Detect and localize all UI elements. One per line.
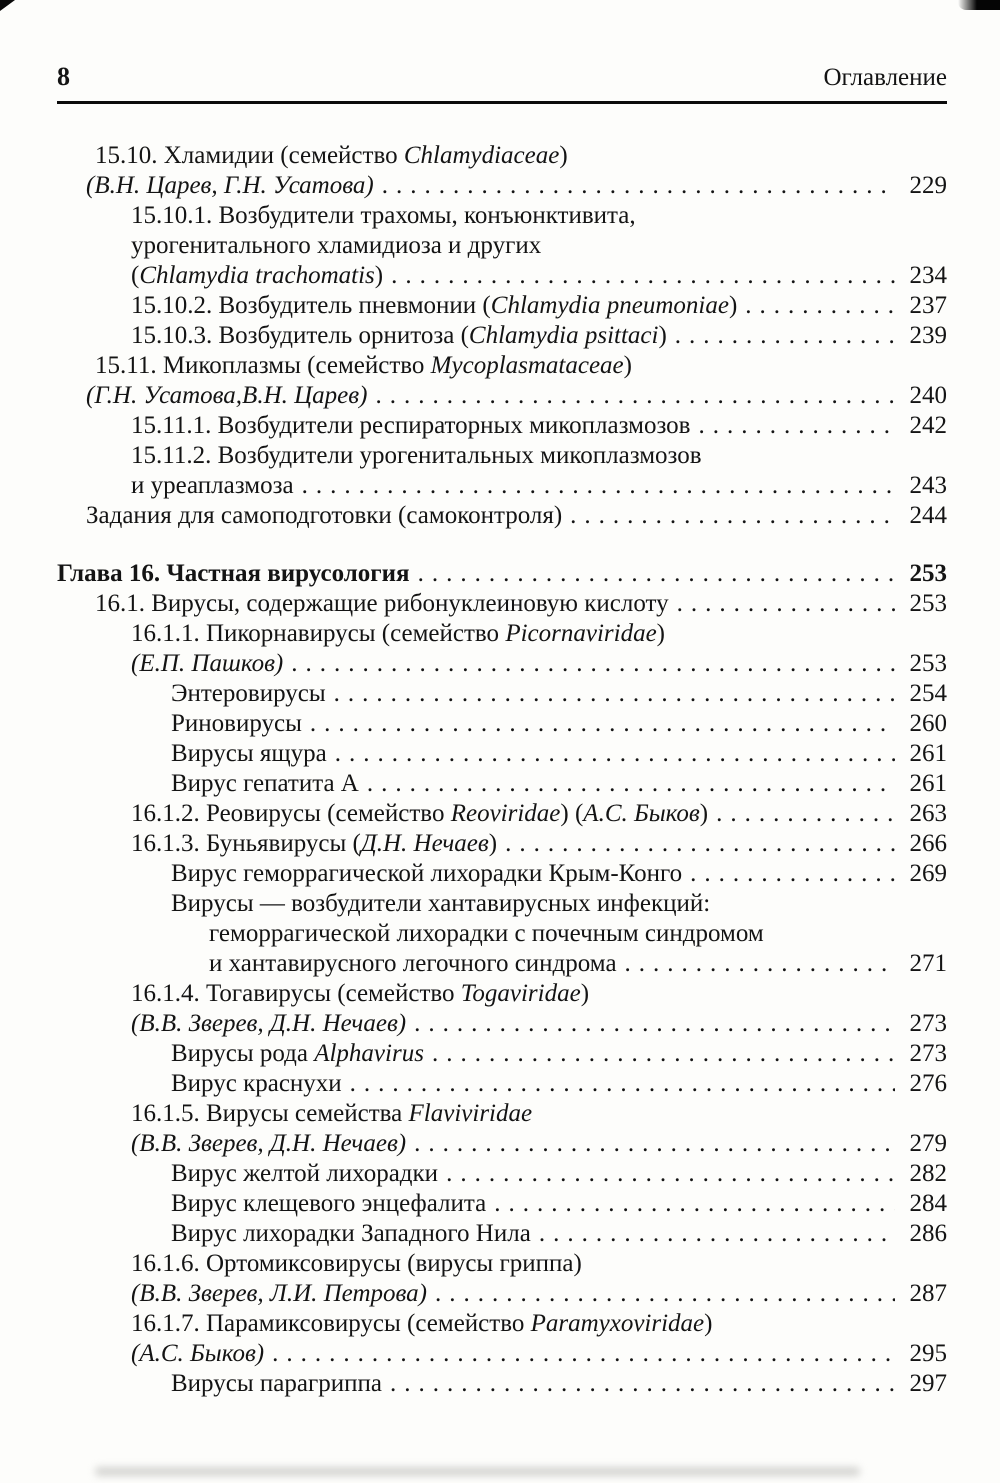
toc-entry-segment: ) <box>488 830 498 857</box>
dot-leader <box>675 321 895 351</box>
toc-entry-text <box>171 709 302 739</box>
toc-entry-italic-segment: (Е.П. Пашков) <box>131 650 284 677</box>
toc-entry-italic-segment: Flaviviridae <box>408 1100 533 1127</box>
toc-page-number: 253 <box>909 560 947 587</box>
toc-entry-text <box>171 1069 342 1099</box>
toc-line <box>57 889 947 919</box>
dot-leader <box>677 589 895 619</box>
toc-page-number: 266 <box>909 830 947 857</box>
toc-entry-text <box>171 1189 486 1219</box>
toc-entry-text <box>95 589 669 619</box>
toc-entry-text <box>171 889 710 919</box>
toc-entry-text <box>131 1009 406 1039</box>
toc-line <box>57 979 947 1009</box>
toc-entry-text <box>57 559 410 589</box>
toc-entry-segment: и уреаплазмоза <box>131 472 294 499</box>
toc-page-number: 254 <box>909 680 947 707</box>
toc-entry-text <box>171 679 326 709</box>
toc-entry-italic-segment: (А.С. Быков) <box>131 1340 265 1367</box>
toc-entry-segment: ) <box>580 980 590 1007</box>
toc-entry-segment: 15.10. Хламидии (семейство <box>95 142 404 169</box>
toc-entry-segment: Вирусы — возбудители хантавирусных инфекций: <box>171 890 711 917</box>
toc-entry-segment: 15.11.1. Возбудители респираторных микоплазмозов <box>131 412 691 439</box>
toc-entry-text <box>131 411 691 441</box>
toc-entry-italic-segment: Chlamydia pneumoniae <box>490 292 729 319</box>
toc-entry-segment: ( <box>131 262 140 289</box>
toc-line <box>57 1219 947 1249</box>
toc-entry-segment: Вирус гепатита А <box>171 770 359 797</box>
toc-entry-segment: ) <box>728 292 738 319</box>
toc-entry-text <box>131 291 737 321</box>
toc-entry-text <box>131 1129 406 1159</box>
dot-leader <box>414 1009 895 1039</box>
toc-line <box>57 1159 947 1189</box>
toc-line <box>57 471 947 501</box>
toc-page-number: 282 <box>909 1160 947 1187</box>
dot-leader <box>539 1219 895 1249</box>
toc-entry-segment: ) <box>704 1310 713 1337</box>
toc-entry-italic-segment: Togaviridae <box>460 980 581 1007</box>
toc-entry-italic-segment: (В.В. Зверев, Д.Н. Нечаев) <box>131 1130 407 1157</box>
toc-line <box>57 1039 947 1069</box>
toc-entry-italic-segment: Picornaviridae <box>505 620 657 647</box>
toc-list <box>57 141 947 1399</box>
toc-entry-segment: Вирус клещевого энцефалита <box>171 1190 487 1217</box>
toc-entry-italic-segment: Chlamydiaceae <box>403 142 560 169</box>
toc-page-number: 253 <box>909 650 947 677</box>
toc-entry-segment: ) <box>658 322 667 349</box>
toc-entry-segment: и хантавирусного легочного синдрома <box>209 950 617 977</box>
toc-entry-italic-segment: Chlamydia trachomatis <box>139 262 375 289</box>
dot-leader <box>302 471 895 501</box>
toc-line <box>57 141 947 171</box>
toc-line <box>57 1309 947 1339</box>
toc-line <box>57 1099 947 1129</box>
toc-line <box>57 171 947 201</box>
toc-entry-text <box>131 321 667 351</box>
toc-entry-italic-segment: Mycoplasmataceae <box>430 352 624 379</box>
toc-line <box>57 411 947 441</box>
toc-entry-italic-segment: (Г.Н. Усатова,В.Н. Царев) <box>86 382 368 409</box>
toc-entry-italic-segment: А.С. Быков <box>583 800 700 827</box>
toc-page-number: 263 <box>909 800 947 827</box>
toc-line <box>57 321 947 351</box>
toc-entry-text <box>209 949 617 979</box>
dot-leader <box>335 739 895 769</box>
toc-entry-segment: 15.10.3. Возбудитель орнитоза ( <box>131 322 469 349</box>
toc-line <box>57 559 947 589</box>
toc-entry-italic-segment: Paramyxoviridae <box>530 1310 705 1337</box>
toc-entry-segment: 15.11. Микоплазмы (семейство <box>95 352 431 379</box>
toc-page-number: 279 <box>909 1130 947 1157</box>
toc-entry-segment: Вирусы парагриппа <box>171 1370 382 1397</box>
dot-leader <box>690 859 895 889</box>
dot-leader <box>390 1369 895 1399</box>
toc-entry-italic-segment: Reoviridae <box>450 800 561 827</box>
scan-artifact-top-left <box>0 0 15 11</box>
toc-line <box>57 589 947 619</box>
toc-entry-italic-segment: (В.Н. Царев, Г.Н. Усатова) <box>86 172 374 199</box>
toc-entry-text <box>86 171 374 201</box>
toc-entry-text <box>131 1249 582 1279</box>
toc-entry-segment: ) <box>699 800 709 827</box>
toc-line <box>57 291 947 321</box>
toc-line <box>57 231 947 261</box>
toc-page-number: 295 <box>909 1340 947 1367</box>
toc-line <box>57 649 947 679</box>
toc-page-number: 229 <box>909 172 947 199</box>
toc-entry-segment: 16.1. Вирусы, содержащие рибонуклеиновую кислоту <box>95 590 669 617</box>
toc-page-number: 239 <box>909 322 947 349</box>
running-title: Оглавление <box>823 64 947 91</box>
toc-line <box>57 799 947 829</box>
dot-leader <box>505 829 895 859</box>
dot-leader <box>310 709 895 739</box>
toc-line <box>57 1009 947 1039</box>
toc-entry-segment: урогенитального хламидиоза и других <box>131 232 542 259</box>
toc-line <box>57 1369 947 1399</box>
dot-leader <box>350 1069 895 1099</box>
toc-page-number: 242 <box>909 412 947 439</box>
toc-entry-italic-segment: Chlamydia psittaci <box>468 322 659 349</box>
toc-entry-segment: Риновирусы <box>171 710 302 737</box>
toc-entry-text <box>131 649 283 679</box>
dot-leader <box>745 291 895 321</box>
toc-entry-segment: ) <box>374 262 384 289</box>
toc-entry-segment: 16.1.5. Вирусы семейства <box>131 1100 409 1127</box>
toc-page-number: 286 <box>909 1220 947 1247</box>
dot-leader <box>699 411 896 441</box>
toc-entry-italic-segment: Alphavirus <box>314 1040 424 1067</box>
toc-line <box>57 1129 947 1159</box>
toc-entry-text <box>131 619 665 649</box>
toc-line <box>57 261 947 291</box>
toc-page-number: 287 <box>909 1280 947 1307</box>
toc-entry-text <box>131 231 541 261</box>
scan-artifact-top-right <box>958 0 1000 10</box>
toc-entry-text <box>171 1159 438 1189</box>
toc-entry-segment: ) <box>559 142 568 169</box>
toc-entry-text <box>131 1279 427 1309</box>
toc-entry-segment: Вирус геморрагической лихорадки Крым-Конго <box>171 860 683 887</box>
toc-entry-italic-segment: (В.В. Зверев, Л.И. Петрова) <box>131 1280 428 1307</box>
toc-entry-segment: 15.10.1. Возбудители трахомы, конъюнктивита, <box>131 202 636 229</box>
toc-entry-text <box>95 351 632 381</box>
toc-line <box>57 1189 947 1219</box>
toc-line <box>57 619 947 649</box>
toc-entry-segment: геморрагической лихорадки с почечным синдромом <box>209 920 764 947</box>
toc-entry-italic-segment: (В.В. Зверев, Д.Н. Нечаев) <box>131 1010 407 1037</box>
toc-entry-text <box>131 1339 264 1369</box>
toc-entry-text <box>171 769 359 799</box>
dot-leader <box>446 1159 895 1189</box>
toc-entry-text <box>131 799 708 829</box>
toc-page-number: 243 <box>909 472 947 499</box>
toc-entry-text <box>86 381 367 411</box>
toc-line <box>57 441 947 471</box>
toc-entry-segment: Задания для самоподготовки (самоконтроля) <box>86 502 563 529</box>
dot-leader <box>391 261 895 291</box>
toc-entry-text <box>131 979 589 1009</box>
toc-line <box>57 1279 947 1309</box>
dot-leader <box>291 649 895 679</box>
toc-entry-segment: ) <box>623 352 632 379</box>
page-number-header: 8 <box>57 62 70 91</box>
toc-entry-segment: Вирус лихорадки Западного Нила <box>171 1220 531 1247</box>
toc-line <box>57 201 947 231</box>
toc-line <box>57 739 947 769</box>
dot-leader <box>334 679 895 709</box>
dot-leader <box>418 559 895 589</box>
toc-entry-text <box>171 1219 531 1249</box>
toc-page-number: 244 <box>909 502 947 529</box>
dot-leader <box>494 1189 895 1219</box>
toc-line <box>57 1339 947 1369</box>
toc-line <box>57 1249 947 1279</box>
page-header <box>57 62 947 92</box>
toc-entry-text <box>171 1039 424 1069</box>
toc-entry-text <box>131 441 702 471</box>
toc-entry-text <box>131 261 383 291</box>
toc-page-number: 260 <box>909 710 947 737</box>
toc-line <box>57 1069 947 1099</box>
dot-leader <box>716 799 895 829</box>
toc-entry-text <box>86 501 562 531</box>
toc-entry-text <box>131 829 497 859</box>
toc-page-number: 297 <box>909 1370 947 1397</box>
toc-entry-segment: Вирусы ящура <box>171 740 327 767</box>
dot-leader <box>414 1129 895 1159</box>
toc-line <box>57 679 947 709</box>
header-rule <box>57 101 947 104</box>
cut-off-text-artifact <box>95 1467 860 1476</box>
toc-page-number: 234 <box>909 262 947 289</box>
toc-page-number: 261 <box>909 740 947 767</box>
toc-page-number: 237 <box>909 292 947 319</box>
toc-page-number: 273 <box>909 1040 947 1067</box>
toc-page-number: 273 <box>909 1010 947 1037</box>
toc-page-number: 271 <box>909 950 947 977</box>
dot-leader <box>625 949 895 979</box>
toc-line <box>57 381 947 411</box>
toc-page-number: 269 <box>909 860 947 887</box>
toc-page-number: 276 <box>909 1070 947 1097</box>
toc-line <box>57 829 947 859</box>
toc-entry-segment: ) <box>656 620 665 647</box>
toc-entry-text <box>131 1099 532 1129</box>
toc-entry-text <box>131 471 294 501</box>
toc-line <box>57 859 947 889</box>
toc-entry-text <box>171 859 682 889</box>
toc-entry-segment: Вирус желтой лихорадки <box>171 1160 439 1187</box>
toc-entry-segment: Вирусы рода <box>171 1040 315 1067</box>
toc-page-number: 253 <box>909 590 947 617</box>
toc-page-number: 284 <box>909 1190 947 1217</box>
toc-page-number: 240 <box>909 382 947 409</box>
toc-page-number: 261 <box>909 770 947 797</box>
toc-entry-segment: ) ( <box>560 800 584 827</box>
dot-leader <box>435 1279 895 1309</box>
toc-entry-text <box>131 1309 712 1339</box>
dot-leader <box>375 381 895 411</box>
toc-entry-segment: 16.1.7. Парамиксовирусы (семейство <box>131 1310 531 1337</box>
toc-entry-italic-segment: Д.Н. Нечаев <box>360 830 489 857</box>
toc-line <box>57 351 947 381</box>
toc-entry-segment: 16.1.2. Реовирусы (семейство <box>131 800 451 827</box>
dot-leader <box>432 1039 895 1069</box>
dot-leader <box>272 1339 895 1369</box>
dot-leader <box>570 501 895 531</box>
toc-line <box>57 919 947 949</box>
toc-entry-segment: 16.1.4. Тогавирусы (семейство <box>131 980 461 1007</box>
toc-entry-segment: Глава 16. Частная вирусология <box>57 560 410 587</box>
toc-entry-segment: Энтеровирусы <box>171 680 326 707</box>
toc-line <box>57 949 947 979</box>
toc-entry-text <box>171 739 327 769</box>
toc-entry-text <box>171 1369 382 1399</box>
toc-entry-segment: 15.11.2. Возбудители урогенитальных микоплазмозов <box>131 442 702 469</box>
toc-entry-text <box>131 201 636 231</box>
dot-leader <box>382 171 895 201</box>
toc-entry-segment: 16.1.6. Ортомиксовирусы (вирусы гриппа) <box>131 1250 582 1277</box>
toc-line <box>57 501 947 531</box>
dot-leader <box>367 769 895 799</box>
toc-line <box>57 769 947 799</box>
toc-entry-segment: 15.10.2. Возбудитель пневмонии ( <box>131 292 491 319</box>
toc-line <box>57 709 947 739</box>
toc-entry-text <box>95 141 568 171</box>
toc-entry-segment: 16.1.1. Пикорнавирусы (семейство <box>131 620 506 647</box>
toc-entry-segment: Вирус краснухи <box>171 1070 342 1097</box>
toc-entry-segment: 16.1.3. Буньявирусы ( <box>131 830 361 857</box>
toc-entry-text <box>209 919 764 949</box>
